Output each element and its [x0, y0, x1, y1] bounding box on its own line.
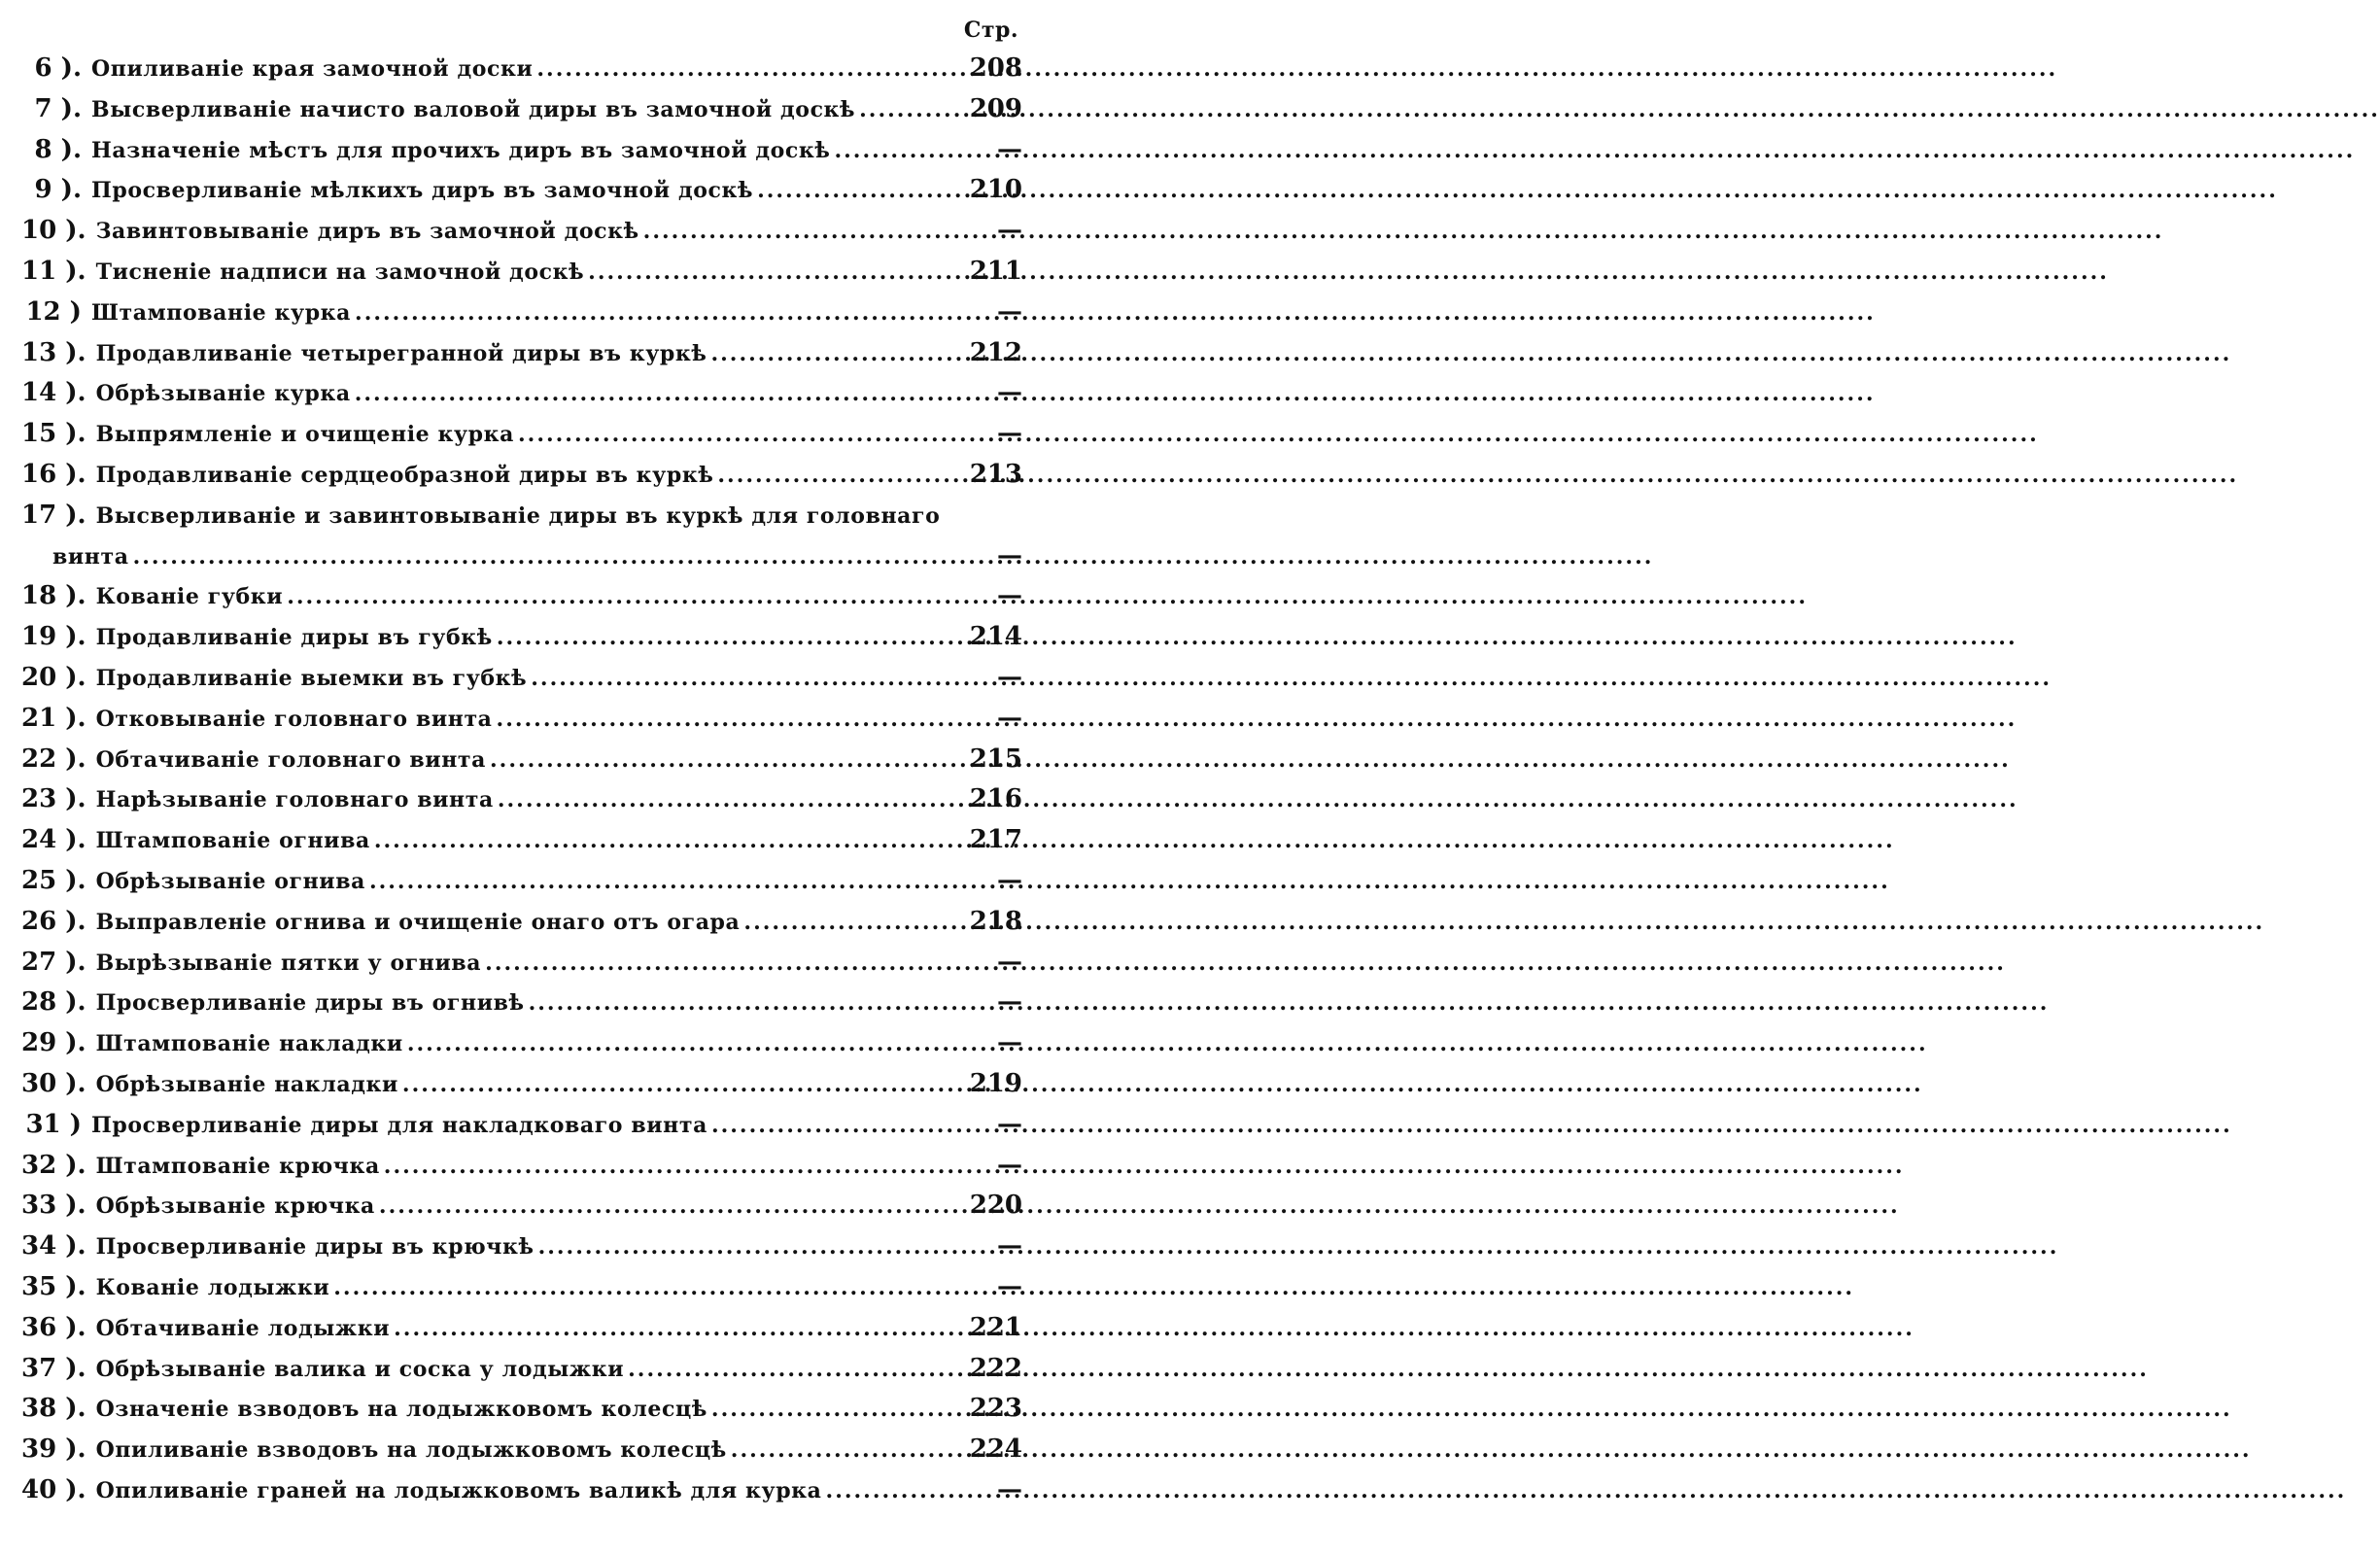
- dot-leader: [740, 903, 969, 944]
- toc-entry-number: 29 ).: [21, 1028, 86, 1058]
- toc-entry-title: Нарѣзываніе головнаго винта: [95, 787, 494, 813]
- toc-entry-number: 16 ).: [21, 459, 86, 489]
- toc-entry-number: 38 ).: [21, 1394, 86, 1424]
- toc-entry: [21, 89, 1022, 130]
- dot-leader: [283, 577, 976, 618]
- toc-entry-title: Просверливаніе диры въ огнивѣ: [95, 990, 525, 1017]
- dot-leader: [707, 334, 969, 375]
- toc-entry-number: 36 ).: [21, 1312, 86, 1342]
- toc-entry-number: 13 ).: [21, 337, 86, 367]
- toc-entry-continuation: [21, 536, 1022, 577]
- toc-entry-title: Выпрямленіе и очищеніе курка: [95, 422, 514, 448]
- dot-leader: [525, 984, 976, 1024]
- toc-entry-number: 24 ).: [21, 825, 86, 855]
- toc-entry-number: 23 ).: [21, 784, 86, 814]
- toc-entry-number: 22 ).: [21, 743, 86, 774]
- dot-leader: [398, 1065, 970, 1106]
- toc-entry: [21, 49, 1022, 89]
- dot-leader: [375, 1187, 970, 1227]
- dot-leader: [493, 700, 976, 741]
- toc-entry: [21, 130, 1022, 171]
- toc-entry-number: 32 ).: [21, 1150, 86, 1180]
- dot-leader: [713, 456, 969, 497]
- toc-entry-number: 21 ).: [21, 703, 86, 733]
- dot-leader: [403, 1024, 976, 1065]
- toc-entry: [21, 820, 1022, 861]
- toc-entry-title: Кованіе губки: [95, 584, 284, 610]
- dot-leader: [351, 294, 976, 334]
- toc-entry-page: —: [997, 865, 1022, 895]
- toc-entry-number: 19 ).: [21, 622, 86, 652]
- toc-entry-number: 26 ).: [21, 906, 86, 936]
- toc-entry: [21, 1023, 1022, 1064]
- toc-entry-title: Тисненіе надписи на замочной доскѣ: [95, 259, 585, 285]
- toc-entry-number: 9 ).: [34, 175, 82, 205]
- toc-entry-page: 219: [969, 1068, 1022, 1098]
- toc-entry-page: —: [997, 987, 1022, 1018]
- toc-entry: [21, 1349, 1022, 1390]
- toc-entry-page: —: [997, 581, 1022, 611]
- toc-entry-page: 212: [969, 337, 1022, 367]
- toc-entry-number: 34 ).: [21, 1231, 86, 1261]
- toc-entry: [21, 1267, 1022, 1308]
- toc-entry-page: 217: [969, 825, 1022, 855]
- toc-entry-page: 223: [969, 1394, 1022, 1424]
- toc-entry-title: Продавливаніе сердцеобразной диры въ куркѣ: [95, 462, 714, 488]
- toc-entry-page: —: [997, 662, 1022, 692]
- dot-leader: [390, 1309, 970, 1350]
- toc-entry-title: Штампованіе накладки: [95, 1031, 403, 1057]
- toc-entry-title: Продавливаніе четырегранной диры въ куркѣ: [95, 340, 707, 366]
- toc-entry-page: —: [997, 378, 1022, 408]
- toc-entry: [21, 779, 1022, 820]
- toc-entry-title: Продавливаніе диры въ губкѣ: [95, 625, 493, 651]
- toc-entry-page: —: [997, 419, 1022, 449]
- toc-entry: [21, 211, 1022, 252]
- toc-entry-title: Обрѣзываніе накладки: [95, 1071, 398, 1097]
- toc-entry-page: 222: [969, 1353, 1022, 1383]
- toc-entry: [21, 983, 1022, 1023]
- dot-leader: [527, 659, 976, 700]
- toc-entry-number: 12 ): [25, 296, 82, 327]
- toc-entry-page: —: [997, 296, 1022, 327]
- dot-leader: [129, 537, 976, 578]
- toc-entry: [21, 252, 1022, 293]
- toc-entry-page: 210: [969, 175, 1022, 205]
- toc-entry-number: 6 ).: [34, 53, 82, 83]
- toc-entry-page: —: [997, 703, 1022, 733]
- toc-entry-number: 25 ).: [21, 865, 86, 895]
- toc-entry: [21, 1389, 1022, 1430]
- toc-entry-page: 221: [969, 1312, 1022, 1342]
- toc-entry-page: 213: [969, 459, 1022, 489]
- toc-entry: [21, 293, 1022, 333]
- toc-entry-number: 28 ).: [21, 987, 86, 1018]
- toc-entry-title: Просверливаніе диры для накладковаго винта: [91, 1112, 707, 1138]
- toc-entry-page: —: [997, 540, 1022, 570]
- toc-entry-number: 27 ).: [21, 947, 86, 977]
- toc-entry-title: Кованіе лодыжки: [95, 1274, 330, 1300]
- dot-leader: [486, 741, 970, 781]
- toc-entry: [21, 1470, 1022, 1511]
- toc-entry: [21, 1105, 1022, 1146]
- toc-entry: [21, 414, 1022, 455]
- toc-entry-page: —: [997, 1109, 1022, 1139]
- toc-entry: [21, 740, 1022, 780]
- dot-leader: [380, 1147, 976, 1188]
- toc-entry-page: 211: [969, 256, 1022, 286]
- dot-leader: [855, 90, 970, 131]
- toc-entry-page: 224: [969, 1434, 1022, 1465]
- toc-entry-title: Продавливаніе выемки въ губкѣ: [95, 665, 528, 691]
- toc-entry-number: 31 ): [25, 1109, 82, 1139]
- toc-entry: [21, 1430, 1022, 1470]
- toc-entry: [21, 699, 1022, 740]
- dot-leader: [351, 374, 976, 415]
- toc-entry-title: Штампованіе крючка: [95, 1153, 380, 1179]
- toc-entry: [21, 943, 1022, 984]
- dot-leader: [514, 415, 976, 456]
- toc-entry-page: 209: [969, 93, 1022, 123]
- dot-leader: [707, 1390, 970, 1431]
- toc-entry-page: 218: [969, 906, 1022, 936]
- toc-entry: [21, 617, 1022, 658]
- toc-entry-title: Обрѣзываніе курка: [95, 381, 351, 407]
- toc-entry-title: Отковываніе головнаго винта: [95, 706, 493, 732]
- toc-entry-title: Обрѣзываніе огнива: [95, 868, 365, 894]
- toc-entry-title: Опиливаніе взводовъ на лодыжковомъ колесцѣ: [95, 1437, 727, 1464]
- toc-entry-page: —: [997, 947, 1022, 977]
- toc-entry-title-continuation: винта: [52, 543, 129, 570]
- toc-entry-page: —: [997, 1028, 1022, 1058]
- toc-entry: [21, 496, 1022, 536]
- toc-entry-title: Обрѣзываніе валика и соска у лодыжки: [95, 1356, 625, 1382]
- dot-leader: [830, 131, 976, 172]
- book-page: [0, 0, 1057, 1555]
- toc-entry-page: —: [997, 134, 1022, 164]
- toc-entry-page: —: [997, 1271, 1022, 1301]
- toc-entry-page: 208: [969, 53, 1022, 83]
- toc-entry-number: 18 ).: [21, 581, 86, 611]
- toc-entry-page: 220: [969, 1191, 1022, 1221]
- toc-entry-title: Просверливаніе диры въ крючкѣ: [95, 1234, 535, 1261]
- toc-entry-number: 30 ).: [21, 1068, 86, 1098]
- toc-entry-number: 14 ).: [21, 378, 86, 408]
- page-column-header: Стр.: [963, 17, 1018, 43]
- toc-entry-title: Высверливаніе и завинтовываніе диры въ куркѣ для головнаго: [95, 502, 941, 529]
- table-of-contents: [21, 49, 1022, 1511]
- toc-entry-number: 15 ).: [21, 419, 86, 449]
- dot-leader: [624, 1350, 970, 1391]
- dot-leader: [822, 1471, 976, 1512]
- toc-entry-title: Обтачиваніе лодыжки: [95, 1315, 391, 1341]
- toc-entry: [21, 658, 1022, 699]
- dot-leader: [494, 780, 970, 821]
- toc-entry-number: 39 ).: [21, 1434, 86, 1465]
- toc-entry-title: Высверливаніе начисто валовой диры въ замочной доскѣ: [91, 96, 856, 122]
- toc-entry-number: 17 ).: [21, 500, 86, 530]
- toc-entry: [21, 1186, 1022, 1227]
- dot-leader: [727, 1431, 970, 1471]
- toc-entry-number: 10 ).: [21, 216, 86, 246]
- toc-entry-title: Обтачиваніе головнаго винта: [95, 746, 486, 773]
- toc-entry-page: 215: [969, 743, 1022, 774]
- toc-entry: [21, 455, 1022, 496]
- toc-entry: [21, 333, 1022, 374]
- toc-entry: [21, 902, 1022, 943]
- toc-entry: [21, 861, 1022, 902]
- toc-entry-page: —: [997, 1474, 1022, 1504]
- dot-leader: [329, 1268, 976, 1309]
- dot-leader: [370, 821, 970, 862]
- toc-entry: [21, 1227, 1022, 1267]
- toc-entry-number: 37 ).: [21, 1353, 86, 1383]
- toc-entry-title: Означеніе взводовъ на лодыжковомъ колесцѣ: [95, 1397, 707, 1423]
- toc-entry: [21, 1064, 1022, 1105]
- dot-leader: [493, 618, 970, 659]
- toc-entry-title: Штампованіе огнива: [95, 828, 370, 854]
- toc-entry-number: 8 ).: [34, 134, 82, 164]
- toc-entry-page: —: [997, 1231, 1022, 1261]
- toc-entry: [21, 1146, 1022, 1187]
- toc-entry-number: 40 ).: [21, 1474, 86, 1504]
- toc-entry-page: —: [997, 216, 1022, 246]
- dot-leader: [481, 944, 976, 985]
- toc-entry-title: Опиливаніе края замочной доски: [91, 56, 534, 82]
- toc-entry-title: Выправленіе огнива и очищеніе онаго отъ огара: [95, 909, 741, 935]
- dot-leader: [584, 253, 970, 294]
- toc-entry: [21, 1308, 1022, 1349]
- toc-entry: [21, 170, 1022, 211]
- toc-entry-page: —: [997, 1150, 1022, 1180]
- toc-entry-title: Штампованіе курка: [91, 299, 352, 326]
- toc-entry-title: Завинтовываніе диръ въ замочной доскѣ: [95, 219, 639, 245]
- dot-leader: [707, 1106, 976, 1147]
- toc-entry-page: 214: [969, 622, 1022, 652]
- toc-entry: [21, 373, 1022, 414]
- toc-entry-title: Просверливаніе мѣлкихъ диръ въ замочной доскѣ: [91, 178, 754, 204]
- dot-leader: [753, 171, 970, 212]
- dot-leader: [639, 212, 976, 253]
- toc-entry-page: 216: [969, 784, 1022, 814]
- toc-entry: [21, 576, 1022, 617]
- toc-entry-number: 33 ).: [21, 1191, 86, 1221]
- dot-leader: [533, 50, 969, 90]
- toc-entry-number: 20 ).: [21, 662, 86, 692]
- toc-entry-title: Назначеніе мѣстъ для прочихъ диръ въ замочной доскѣ: [91, 137, 831, 163]
- dot-leader: [535, 1227, 976, 1268]
- toc-entry-number: 7 ).: [34, 93, 82, 123]
- dot-leader: [365, 862, 976, 903]
- toc-entry-title: Обрѣзываніе крючка: [95, 1193, 375, 1220]
- toc-entry-number: 35 ).: [21, 1271, 86, 1301]
- toc-entry-title: Опиливаніе граней на лодыжковомъ валикѣ для курка: [95, 1477, 822, 1503]
- toc-entry-number: 11 ).: [21, 256, 86, 286]
- toc-entry-title: Вырѣзываніе пятки у огнива: [95, 950, 482, 976]
